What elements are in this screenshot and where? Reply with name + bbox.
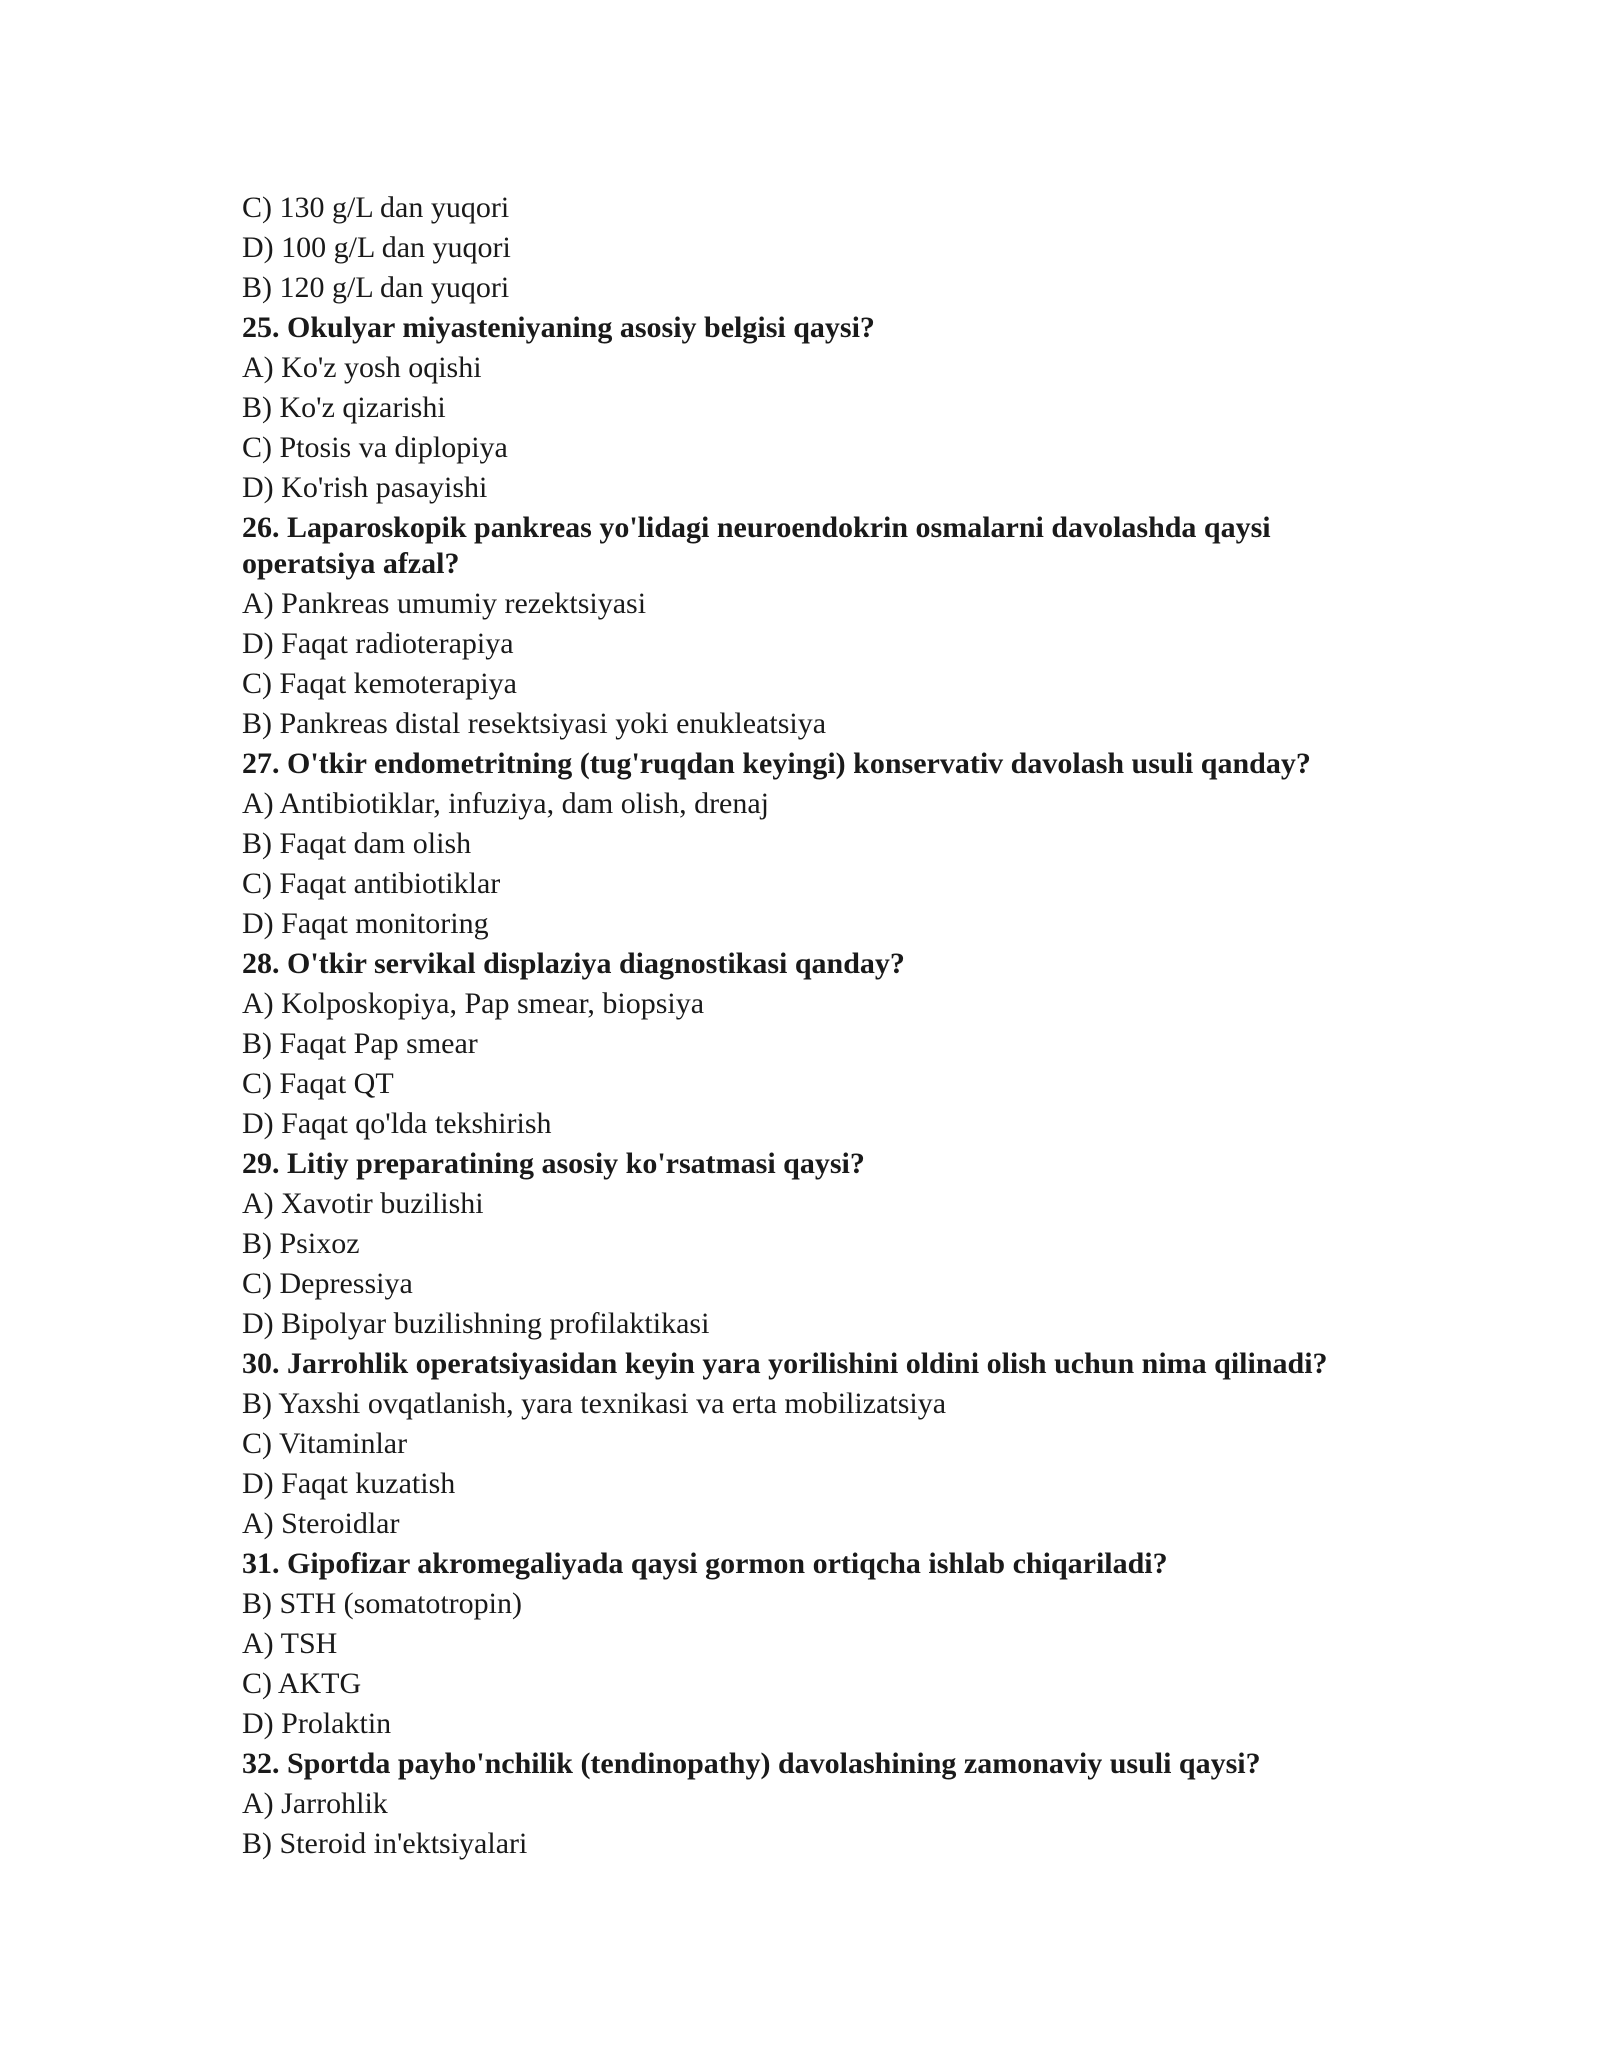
answer-option: D) Prolaktin bbox=[242, 1707, 392, 1740]
answer-option: A) Jarrohlik bbox=[242, 1787, 388, 1820]
answer-option: B) Psixoz bbox=[242, 1227, 360, 1260]
question-text: 29. Litiy preparatining asosiy ko'rsatmasi qaysi? bbox=[242, 1147, 865, 1180]
question-text: 30. Jarrohlik operatsiyasidan keyin yara yorilishini oldini olish uchun nima qilinadi? bbox=[242, 1347, 1328, 1380]
document-body bbox=[242, 188, 1402, 1864]
answer-option: A) Antibiotiklar, infuziya, dam olish, drenaj bbox=[242, 787, 770, 820]
answer-option: C) Faqat antibiotiklar bbox=[242, 867, 501, 900]
answer-option: C) Faqat kemoterapiya bbox=[242, 667, 517, 700]
question-text: 26. Laparoskopik pankreas yo'lidagi neuroendokrin osmalarni davolashda qaysi operatsiya afzal? bbox=[242, 511, 1279, 580]
answer-option: A) Pankreas umumiy rezektsiyasi bbox=[242, 587, 647, 620]
answer-option: B) Steroid in'ektsiyalari bbox=[242, 1827, 528, 1860]
answer-option: D) Faqat monitoring bbox=[242, 907, 489, 940]
answer-option: B) Ko'z qizarishi bbox=[242, 391, 446, 424]
answer-option: A) Ko'z yosh oqishi bbox=[242, 351, 482, 384]
question-text: 28. O'tkir servikal displaziya diagnostikasi qanday? bbox=[242, 947, 905, 980]
question-text: 25. Okulyar miyasteniyaning asosiy belgisi qaysi? bbox=[242, 311, 875, 344]
answer-option: D) Faqat qo'lda tekshirish bbox=[242, 1107, 552, 1140]
answer-option: B) STH (somatotropin) bbox=[242, 1587, 522, 1620]
question-text: 27. O'tkir endometritning (tug'ruqdan keyingi) konservativ davolash usuli qanday? bbox=[242, 747, 1311, 780]
answer-option: C) Faqat QT bbox=[242, 1067, 394, 1100]
answer-option: D) Bipolyar buzilishning profilaktikasi bbox=[242, 1307, 710, 1340]
answer-option: C) Ptosis va diplopiya bbox=[242, 431, 508, 464]
answer-option: D) Faqat kuzatish bbox=[242, 1467, 456, 1500]
answer-option: C) Depressiya bbox=[242, 1267, 413, 1300]
question-text: 31. Gipofizar akromegaliyada qaysi gormon ortiqcha ishlab chiqariladi? bbox=[242, 1547, 1168, 1580]
answer-option: C) AKTG bbox=[242, 1667, 362, 1700]
answer-option: B) Faqat Pap smear bbox=[242, 1027, 478, 1060]
answer-option: D) 100 g/L dan yuqori bbox=[242, 231, 511, 264]
answer-option: B) 120 g/L dan yuqori bbox=[242, 271, 510, 304]
answer-option: B) Yaxshi ovqatlanish, yara texnikasi va erta mobilizatsiya bbox=[242, 1387, 947, 1420]
answer-option: A) Steroidlar bbox=[242, 1507, 400, 1540]
answer-option: B) Pankreas distal resektsiyasi yoki enukleatsiya bbox=[242, 707, 827, 740]
answer-option: C) Vitaminlar bbox=[242, 1427, 408, 1460]
question-text: 32. Sportda payho'nchilik (tendinopathy) davolashining zamonaviy usuli qaysi? bbox=[242, 1747, 1261, 1780]
answer-option: D) Ko'rish pasayishi bbox=[242, 471, 488, 504]
answer-option: C) 130 g/L dan yuqori bbox=[242, 191, 510, 224]
answer-option: A) TSH bbox=[242, 1627, 338, 1660]
answer-option: D) Faqat radioterapiya bbox=[242, 627, 514, 660]
answer-option: A) Kolposkopiya, Pap smear, biopsiya bbox=[242, 987, 705, 1020]
answer-option: A) Xavotir buzilishi bbox=[242, 1187, 484, 1220]
answer-option: B) Faqat dam olish bbox=[242, 827, 472, 860]
